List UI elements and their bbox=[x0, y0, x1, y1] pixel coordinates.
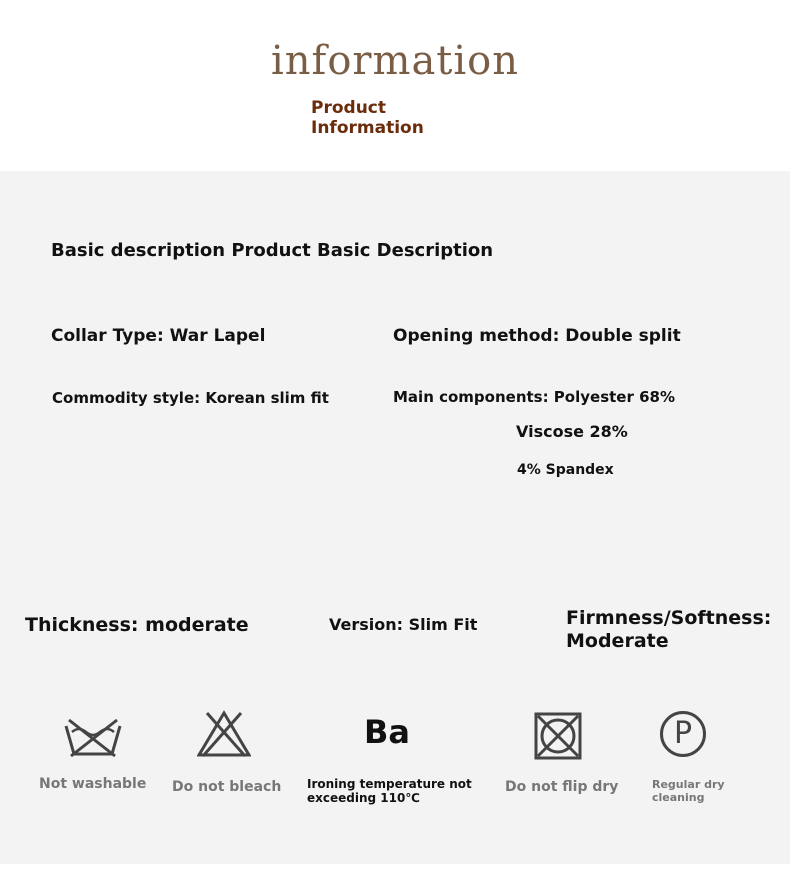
spec-thickness: Thickness: moderate bbox=[25, 614, 249, 636]
page-subtitle: Product Information bbox=[311, 98, 424, 138]
no-wash-icon bbox=[63, 716, 123, 760]
spec-components: Main components: Polyester 68% bbox=[393, 388, 675, 406]
section-heading: Basic description Product Basic Description bbox=[51, 240, 494, 261]
spec-version: Version: Slim Fit bbox=[329, 615, 478, 634]
footer-space bbox=[0, 864, 790, 887]
page-title: information bbox=[270, 38, 520, 84]
spec-collar: Collar Type: War Lapel bbox=[51, 326, 266, 346]
spec-components-spandex: 4% Spandex bbox=[517, 462, 614, 478]
spec-firmness: Firmness/Softness: Moderate bbox=[566, 607, 772, 652]
spec-opening: Opening method: Double split bbox=[393, 326, 681, 346]
header bbox=[0, 0, 790, 171]
no-tumble-dry-icon bbox=[534, 712, 582, 760]
info-panel bbox=[0, 171, 790, 864]
ironing-icon: Ba bbox=[364, 713, 410, 751]
care-label-no-wash: Not washable bbox=[39, 776, 147, 792]
no-bleach-icon bbox=[197, 710, 251, 758]
care-label-no-tumble-dry: Do not flip dry bbox=[505, 779, 619, 795]
care-label-no-bleach: Do not bleach bbox=[172, 779, 282, 795]
dry-clean-symbol: P bbox=[673, 716, 693, 751]
care-label-ironing: Ironing temperature not exceeding 110℃ bbox=[307, 777, 472, 805]
spec-components-viscose: Viscose 28% bbox=[516, 422, 628, 441]
care-label-dry-clean: Regular dry cleaning bbox=[652, 778, 725, 804]
dry-clean-icon bbox=[660, 711, 706, 757]
spec-style: Commodity style: Korean slim fit bbox=[52, 389, 329, 407]
